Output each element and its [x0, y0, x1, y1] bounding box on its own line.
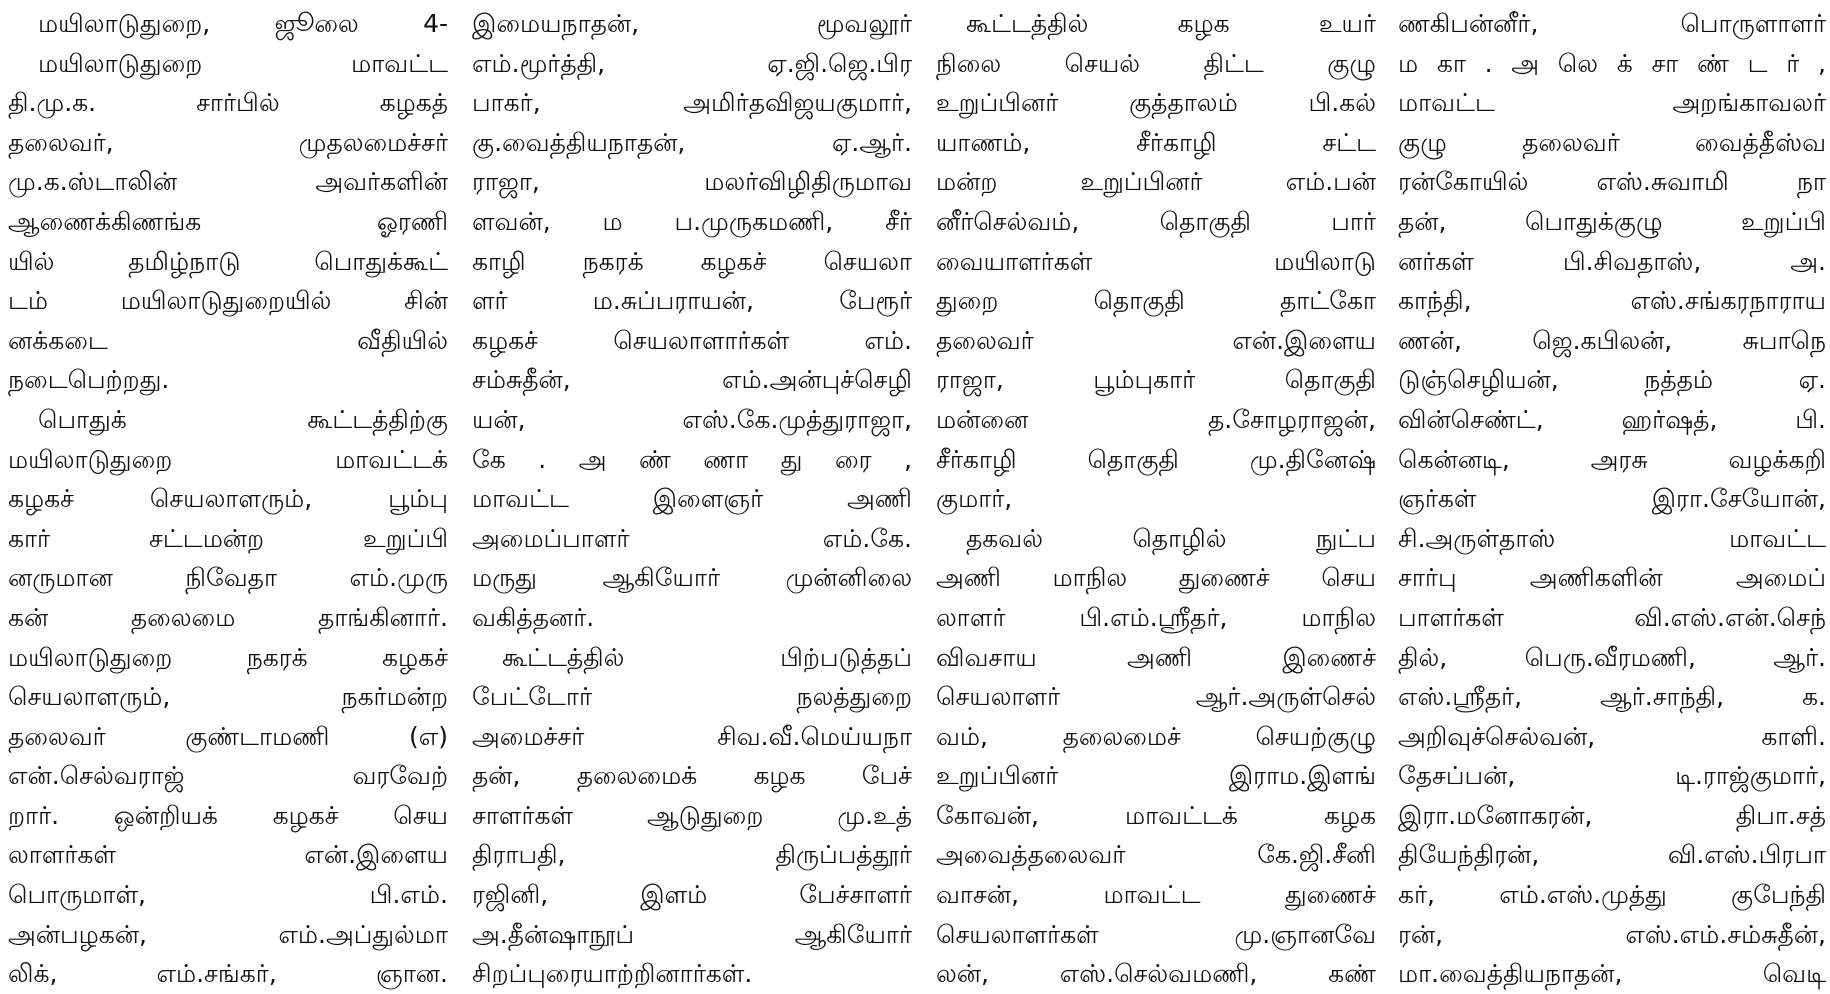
- article-text-line: யில் தமிழ்நாடு பொதுக்கூட்: [8, 246, 448, 276]
- article-text-line: துறை தொகுதி தாட்கோ: [936, 286, 1376, 316]
- article-text-line: பாளர்கள் வி.எஸ்.என்.செந்: [1398, 602, 1826, 632]
- article-text-line: தகவல் தொழில் நுட்ப: [966, 523, 1376, 553]
- article-text-line: ஆணைக்கிணங்க ஓரணி: [8, 206, 448, 236]
- article-text-line: இரா.மனோகரன், திபா.சத்: [1398, 800, 1826, 830]
- article-text-line: ம கா . அ லெ க் சா ண் ட ர் ,: [1398, 48, 1826, 78]
- article-text-line: லன், எஸ்.செல்வமணி, கண்: [936, 959, 1376, 989]
- article-text-line: யன், எஸ்.கே.முத்துராஜா,: [472, 404, 912, 434]
- article-text-line: கே . அ ண் ணா து ரை ,: [472, 444, 912, 474]
- article-text-line: செயலாளர்கள் மு.ஞானவே: [936, 919, 1376, 949]
- article-text-line: சிறப்புரையாற்றினார்கள்.: [472, 959, 753, 989]
- article-text-line: கூட்டத்தில் கழக உயர்: [966, 9, 1376, 38]
- article-text-line: மயிலாடுதுறை நகரக் கழகச்: [8, 642, 448, 672]
- article-text-line: மயிலாடுதுறை மாவட்டக்: [8, 444, 448, 474]
- article-text-line: தி.மு.க. சார்பில் கழகத்: [8, 88, 448, 118]
- article-text-line: செயலாளரும், நகர்மன்ற: [8, 682, 448, 712]
- article-text-line: ராஜா, மலர்விழிதிருமாவ: [472, 167, 912, 197]
- article-text-line: காழி நகரக் கழகச் செயலா: [472, 246, 912, 276]
- article-text-line: கோவன், மாவட்டக் கழக: [936, 800, 1376, 830]
- article-text-line: லாளர்கள் என்.இளைய: [8, 840, 448, 870]
- article-text-line: எம்.மூர்த்தி, ஏ.ஜி.ஜெ.பிர: [472, 48, 912, 78]
- article-text-line: ராஜா, பூம்புகார் தொகுதி: [936, 365, 1376, 395]
- article-text-line: கூட்டத்தில் பிற்படுத்தப்: [502, 642, 912, 672]
- article-text-line: உறுப்பினர் குத்தாலம் பி.கல்: [936, 88, 1376, 118]
- article-text-line: காந்தி, எஸ்.சங்கரநாராய: [1398, 286, 1826, 316]
- article-text-line: மயிலாடுதுறை மாவட்ட: [38, 48, 448, 78]
- article-text-line: மு.க.ஸ்டாலின் அவர்களின்: [8, 167, 448, 197]
- article-text-line: விவசாய அணி இணைச்: [936, 642, 1376, 672]
- article-text-line: பொருமாள், பி.எம்.: [8, 880, 448, 910]
- article-text-line: னர்கள் பி.சிவதாஸ், அ.: [1398, 246, 1826, 276]
- article-text-line: பொதுக் கூட்டத்திற்கு: [38, 404, 448, 434]
- article-text-line: கர், எம்.எஸ்.முத்து குபேந்தி: [1398, 880, 1826, 910]
- article-text-line: ஞர்கள் இரா.சேயோன்,: [1398, 484, 1826, 514]
- article-text-line: வாசன், மாவட்ட துணைச்: [936, 880, 1376, 910]
- article-text-line: தேசப்பன், டி.ராஜ்குமார்,: [1398, 761, 1826, 791]
- article-text-line: தில், பெரு.வீரமணி, ஆர்.: [1398, 642, 1826, 672]
- article-text-line: தியேந்திரன், வி.எஸ்.பிரபா: [1398, 840, 1826, 870]
- article-text-line: கன் தலைமை தாங்கினார்.: [8, 602, 448, 632]
- article-text-line: குழு தலைவர் வைத்தீஸ்வ: [1398, 127, 1826, 157]
- article-text-line: குமார்,: [936, 484, 1013, 514]
- article-text-line: நிலை செயல் திட்ட குழு: [936, 48, 1376, 78]
- article-text-line: ணன், ஜெ.கபிலன், சுபாநெ: [1398, 325, 1826, 355]
- article-text-line: அன்பழகன், எம்.அப்துல்மா: [8, 919, 448, 949]
- article-text-line: மாவட்ட அறங்காவலர்: [1398, 88, 1826, 118]
- article-text-line: ணகிபன்னீர், பொருளாளர்: [1398, 9, 1826, 38]
- article-text-line: என்.செல்வராஜ் வரவேற்: [8, 761, 448, 791]
- article-text-line: உறுப்பினர் இராம.இளங்: [936, 761, 1376, 791]
- article-text-line: கார் சட்டமன்ற உறுப்பி: [8, 523, 448, 553]
- article-text-line: கென்னடி, அரசு வழக்கறி: [1398, 444, 1826, 474]
- article-text-line: வகித்தனர்.: [472, 602, 595, 632]
- article-text-line: மன்னை த.சோழராஜன்,: [936, 404, 1376, 434]
- article-text-line: வம், தலைமைச் செயற்குழு: [936, 721, 1376, 751]
- article-text-line: ரன், எஸ்.எம்.சம்சுதீன்,: [1398, 919, 1826, 949]
- article-text-line: லாளர் பி.எம்.ஸ்ரீதர், மாநில: [936, 602, 1376, 632]
- article-text-line: தலைவர் என்.இளைய: [936, 325, 1376, 355]
- article-text-line: சம்சுதீன், எம்.அன்புச்செழி: [472, 365, 912, 395]
- article-text-line: இமையநாதன், மூவலூர்: [472, 9, 912, 38]
- article-text-line: சார்பு அணிகளின் அமைப்: [1398, 563, 1826, 593]
- article-text-line: மன்ற உறுப்பினர் எம்.பன்: [936, 167, 1376, 197]
- article-text-line: அறிவுச்செல்வன், காளி.: [1398, 721, 1826, 751]
- article-text-line: அணி மாநில துணைச் செய: [936, 563, 1376, 593]
- article-text-line: மயிலாடுதுறை, ஜூலை 4-: [38, 9, 448, 38]
- article-text-line: எஸ்.ஸ்ரீதர், ஆர்.சாந்தி, க.: [1398, 682, 1826, 712]
- article-text-line: சி.அருள்தாஸ் மாவட்ட: [1398, 523, 1826, 553]
- article-text-line: மாவட்ட இளைஞர் அணி: [472, 484, 912, 514]
- article-text-line: ளவன், ம ப.முருகமணி, சீர்: [472, 206, 912, 236]
- article-text-line: ரன்கோயில் எஸ்.சுவாமி நா: [1398, 167, 1826, 197]
- article-text-line: சாளர்கள் ஆடுதுறை மு.உத்: [472, 800, 912, 830]
- article-column-4: [1398, 4, 1826, 994]
- article-text-line: யாணம், சீர்காழி சட்ட: [936, 127, 1376, 157]
- article-text-line: அமைச்சர் சிவ.வீ.மெய்யநா: [472, 721, 912, 751]
- article-text-line: சீர்காழி தொகுதி மு.தினேஷ்: [936, 444, 1376, 474]
- article-column-2: [472, 4, 912, 994]
- article-text-line: கழகச் செயலாளரும், பூம்பு: [8, 484, 448, 514]
- article-text-line: னருமான நிவேதா எம்.முரு: [8, 563, 448, 593]
- article-text-line: டம் மயிலாடுதுறையில் சின்: [8, 286, 448, 316]
- article-column-3: [936, 4, 1376, 994]
- article-text-line: செயலாளர் ஆர்.அருள்செல்: [936, 682, 1376, 712]
- article-text-line: நடைபெற்றது.: [8, 365, 170, 395]
- article-text-line: கழகச் செயலாளார்கள் எம்.: [472, 325, 912, 355]
- article-text-line: மா.வைத்தியநாதன், வெடி: [1398, 959, 1826, 989]
- article-text-line: தலைவர் குண்டாமணி (எ): [8, 721, 448, 751]
- article-text-line: ளர் ம.சுப்பராயன், பேரூர்: [472, 286, 912, 316]
- article-text-line: டுஞ்செழியன், நத்தம் ஏ.: [1398, 365, 1826, 395]
- article-text-line: பாகர், அமிர்தவிஜயகுமார்,: [472, 88, 912, 118]
- article-text-line: வையாளர்கள் மயிலாடு: [936, 246, 1376, 276]
- article-text-line: லிக், எம்.சங்கர், ஞான.: [8, 959, 448, 989]
- article-text-line: றார். ஒன்றியக் கழகச் செய: [8, 800, 448, 830]
- article-text-line: திராபதி, திருப்பத்தூர்: [472, 840, 912, 870]
- article-text-line: னீர்செல்வம், தொகுதி பார்: [936, 206, 1376, 236]
- article-text-line: மருது ஆகியோர் முன்னிலை: [472, 563, 912, 593]
- article-text-line: கு.வைத்தியநாதன், ஏ.ஆர்.: [472, 127, 912, 157]
- article-text-line: பேட்டோர் நலத்துறை: [472, 682, 912, 712]
- article-text-line: அ.தீன்ஷாநூப் ஆகியோர்: [472, 919, 912, 949]
- article-text-line: ரஜினி, இளம் பேச்சாளர்: [472, 880, 912, 910]
- article-text-line: அவைத்தலைவர் கே.ஜி.சீனி: [936, 840, 1376, 870]
- article-text-line: தலைவர், முதலமைச்சர்: [8, 127, 448, 157]
- article-column-1: [8, 4, 448, 994]
- article-text-line: அமைப்பாளர் எம்.கே.: [472, 523, 912, 553]
- article-text-line: வின்செண்ட், ஹர்ஷத், பி.: [1398, 404, 1826, 434]
- article-text-line: தன், பொதுக்குழு உறுப்பி: [1398, 206, 1826, 236]
- article-text-line: னக்கடை வீதியில்: [8, 325, 448, 355]
- article-text-line: தன், தலைமைக் கழக பேச்: [472, 761, 912, 791]
